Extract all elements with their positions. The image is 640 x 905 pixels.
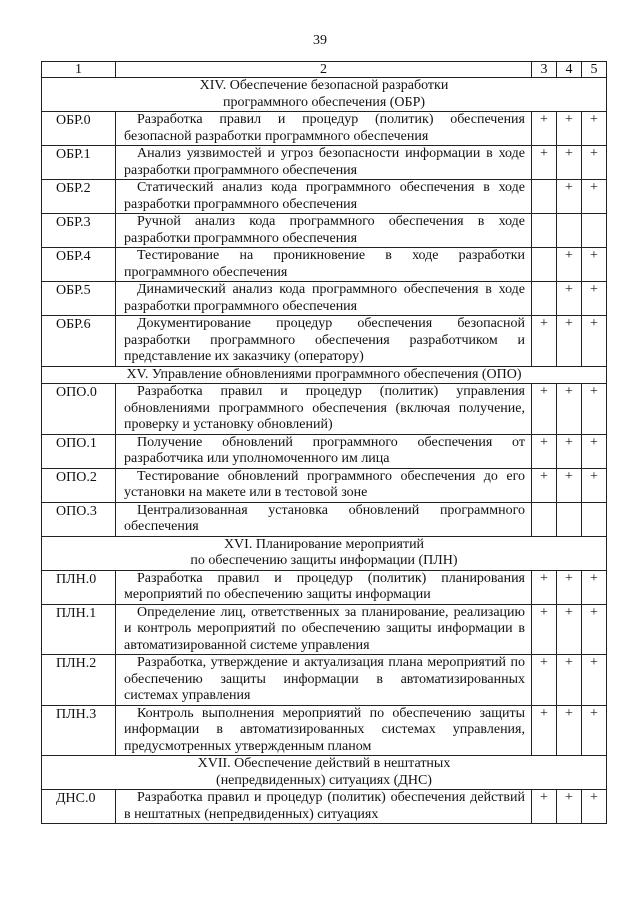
class-mark-3: +: [532, 384, 557, 435]
table-header-row: [42, 62, 607, 78]
header-col-1: 1: [42, 62, 116, 78]
class-mark-4: +: [557, 570, 582, 604]
measure-code: ОПО.0: [42, 384, 116, 435]
class-mark-3: [532, 248, 557, 282]
measure-code: ОПО.3: [42, 502, 116, 536]
measure-description: Разработка правил и процедур (политик) планирования мероприятий по обеспечению защиты информации: [116, 570, 532, 604]
class-mark-5: +: [582, 384, 607, 435]
measure-description: Тестирование обновлений программного обеспечения до его установки на макете или в тестовой зоне: [116, 468, 532, 502]
class-mark-4: +: [557, 604, 582, 655]
table-row: [42, 316, 607, 367]
class-mark-4: +: [557, 434, 582, 468]
class-mark-5: +: [582, 655, 607, 706]
measure-description: Централизованная установка обновлений программного обеспечения: [116, 502, 532, 536]
class-mark-4: +: [557, 655, 582, 706]
table-row: [42, 384, 607, 435]
measure-description: Разработка правил и процедур (политик) обеспечения действий в нештатных (непредвиденных) ситуациях: [116, 790, 532, 824]
class-mark-5: +: [582, 604, 607, 655]
table-row: [42, 655, 607, 706]
measure-code: ОПО.2: [42, 468, 116, 502]
class-mark-4: +: [557, 384, 582, 435]
class-mark-3: +: [532, 604, 557, 655]
measure-code: ПЛН.2: [42, 655, 116, 706]
table-row: [42, 214, 607, 248]
class-mark-3: +: [532, 705, 557, 756]
class-mark-3: [532, 214, 557, 248]
class-mark-4: [557, 214, 582, 248]
section-title: XIV. Обеспечение безопасной разработки программного обеспечения (ОБР): [42, 78, 607, 112]
measure-code: ОПО.1: [42, 434, 116, 468]
class-mark-5: +: [582, 282, 607, 316]
class-mark-5: +: [582, 146, 607, 180]
class-mark-3: +: [532, 146, 557, 180]
header-col-5: 5: [582, 62, 607, 78]
class-mark-4: +: [557, 180, 582, 214]
section-title: XV. Управление обновлениями программного обеспечения (ОПО): [42, 366, 607, 384]
class-mark-3: +: [532, 112, 557, 146]
section-row: [42, 756, 607, 790]
measure-code: ОБР.0: [42, 112, 116, 146]
measure-description: Контроль выполнения мероприятий по обеспечению защиты информации в автоматизированных системах управления, предусмотренных утвержденным планом: [116, 705, 532, 756]
class-mark-4: +: [557, 146, 582, 180]
measure-description: Разработка правил и процедур (политик) управления обновлениями программного обеспечения (включая получение, проверку и установку обновлений): [116, 384, 532, 435]
table-row: [42, 112, 607, 146]
class-mark-5: +: [582, 570, 607, 604]
measure-code: ОБР.5: [42, 282, 116, 316]
class-mark-4: +: [557, 112, 582, 146]
class-mark-3: [532, 502, 557, 536]
measure-description: Разработка правил и процедур (политик) обеспечения безопасной разработки программного обеспечения: [116, 112, 532, 146]
class-mark-5: +: [582, 180, 607, 214]
measure-description: Ручной анализ кода программного обеспечения в ходе разработки программного обеспечения: [116, 214, 532, 248]
section-row: [42, 536, 607, 570]
class-mark-3: [532, 282, 557, 316]
class-mark-5: +: [582, 434, 607, 468]
measure-description: Разработка, утверждение и актуализация плана мероприятий по обеспечению защиты информации в автоматизированных системах управления: [116, 655, 532, 706]
table-row: [42, 248, 607, 282]
page-number: 39: [313, 33, 327, 48]
measure-code: ПЛН.1: [42, 604, 116, 655]
measure-description: Документирование процедур обеспечения безопасной разработки программного обеспечения разработчиком и представление их заказчику (оператору): [116, 316, 532, 367]
section-title: XVI. Планирование мероприятий по обеспечению защиты информации (ПЛН): [42, 536, 607, 570]
measure-code: ОБР.2: [42, 180, 116, 214]
measure-code: ОБР.3: [42, 214, 116, 248]
class-mark-3: +: [532, 655, 557, 706]
class-mark-5: [582, 502, 607, 536]
section-row: [42, 78, 607, 112]
table-row: [42, 502, 607, 536]
class-mark-5: +: [582, 790, 607, 824]
header-col-4: 4: [557, 62, 582, 78]
header-col-3: 3: [532, 62, 557, 78]
measure-code: ОБР.6: [42, 316, 116, 367]
table-row: [42, 790, 607, 824]
class-mark-5: +: [582, 248, 607, 282]
measure-code: ПЛН.3: [42, 705, 116, 756]
class-mark-4: +: [557, 705, 582, 756]
measure-code: ПЛН.0: [42, 570, 116, 604]
class-mark-4: +: [557, 316, 582, 367]
table-row: [42, 146, 607, 180]
header-col-2: 2: [116, 62, 532, 78]
class-mark-3: +: [532, 316, 557, 367]
class-mark-4: +: [557, 282, 582, 316]
section-row: [42, 366, 607, 384]
class-mark-4: [557, 502, 582, 536]
class-mark-5: +: [582, 112, 607, 146]
measure-code: ОБР.4: [42, 248, 116, 282]
class-mark-5: +: [582, 705, 607, 756]
table-row: [42, 468, 607, 502]
class-mark-5: [582, 214, 607, 248]
class-mark-4: +: [557, 468, 582, 502]
measure-description: Получение обновлений программного обеспечения от разработчика или уполномоченного им лица: [116, 434, 532, 468]
class-mark-3: [532, 180, 557, 214]
table-row: [42, 434, 607, 468]
table-body: [42, 78, 607, 824]
table-row: [42, 705, 607, 756]
class-mark-5: +: [582, 316, 607, 367]
security-measures-table: [41, 61, 607, 824]
class-mark-3: +: [532, 468, 557, 502]
measure-description: Статический анализ кода программного обеспечения в ходе разработки программного обеспечения: [116, 180, 532, 214]
measure-description: Анализ уязвимостей и угроз безопасности информации в ходе разработки программного обеспечения: [116, 146, 532, 180]
measure-code: ДНС.0: [42, 790, 116, 824]
measure-description: Определение лиц, ответственных за планирование, реализацию и контроль мероприятий по обеспечению защиты информации в автоматизированной системе управления: [116, 604, 532, 655]
measure-description: Динамический анализ кода программного обеспечения в ходе разработки программного обеспечения: [116, 282, 532, 316]
table-row: [42, 570, 607, 604]
class-mark-3: +: [532, 790, 557, 824]
class-mark-5: +: [582, 468, 607, 502]
measure-code: ОБР.1: [42, 146, 116, 180]
class-mark-3: +: [532, 434, 557, 468]
table-row: [42, 604, 607, 655]
measure-description: Тестирование на проникновение в ходе разработки программного обеспечения: [116, 248, 532, 282]
class-mark-4: +: [557, 248, 582, 282]
class-mark-4: +: [557, 790, 582, 824]
table-row: [42, 180, 607, 214]
section-title: XVII. Обеспечение действий в нештатных (непредвиденных) ситуациях (ДНС): [42, 756, 607, 790]
class-mark-3: +: [532, 570, 557, 604]
table-row: [42, 282, 607, 316]
